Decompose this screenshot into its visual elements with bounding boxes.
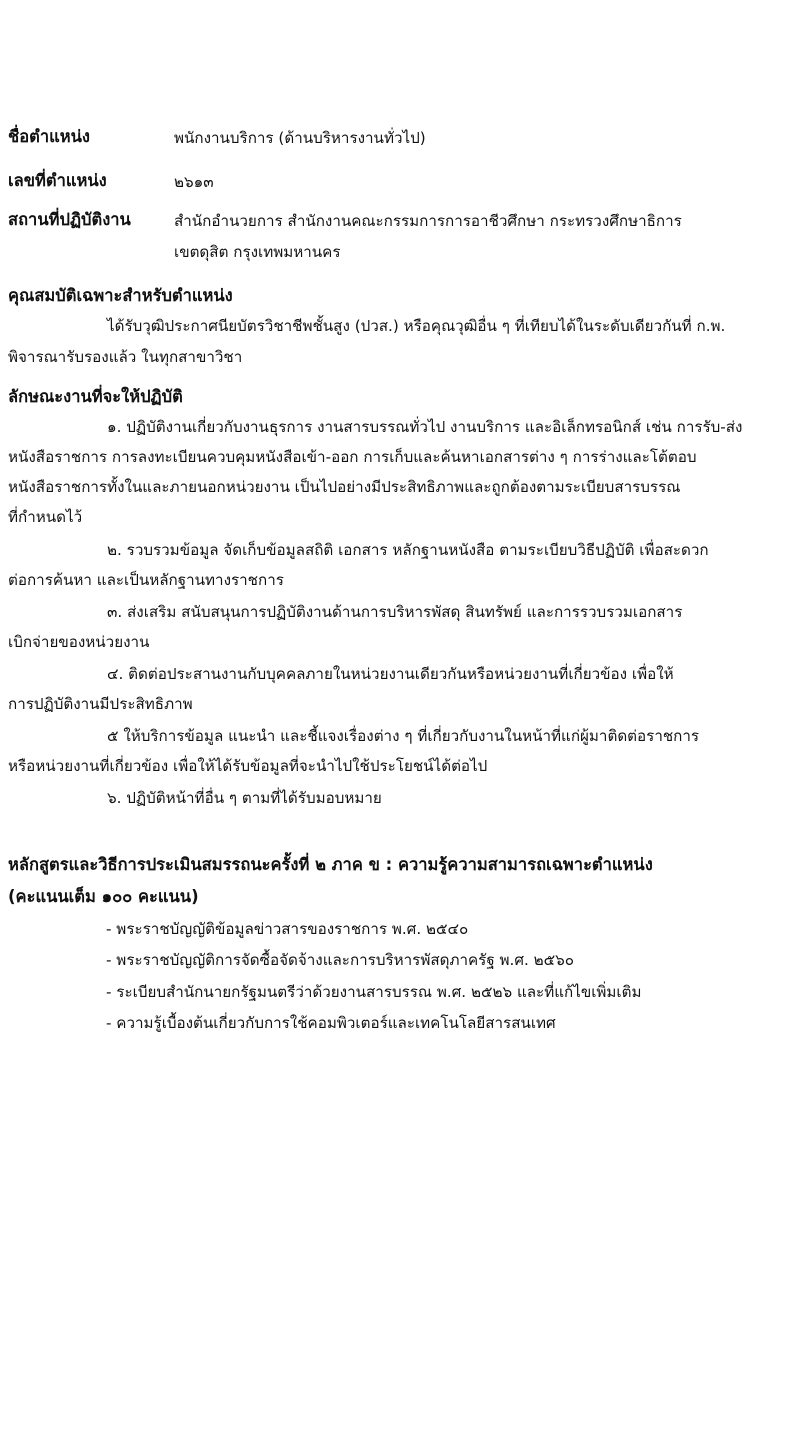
duty-item-line: การปฏิบัติงานมีประสิทธิภาพ	[8, 695, 193, 713]
assessment-heading-line-2: (คะแนนเต็ม ๑๐๐ คะแนน)	[8, 887, 199, 906]
position-number-label: เลขที่ตำแหน่ง	[8, 171, 107, 190]
position-name-label: ชื่อตำแหน่ง	[8, 127, 90, 146]
duty-item	[8, 721, 792, 781]
duty-item-line: ต่อการค้นหา และเป็นหลักฐานทางราชการ	[8, 571, 284, 589]
location-line-1: สำนักอำนวยการ สำนักงานคณะกรรมการการอาชีวศึกษา กระทรวงศึกษาธิการ	[174, 212, 682, 230]
duty-item-first-line: ๓. ส่งเสริม สนับสนุนการปฏิบัติงานด้านการบริหารพัสดุ สินทรัพย์ และการรวบรวมเอกสาร	[107, 603, 683, 621]
duty-item	[8, 783, 792, 813]
duty-item	[8, 535, 792, 595]
duties-heading: ลักษณะงานที่จะให้ปฏิบัติ	[8, 387, 183, 406]
duty-item-first-line: ๑. ปฏิบัติงานเกี่ยวกับงานธุรการ งานสารบรรณทั่วไป งานบริการ และอิเล็กทรอนิกส์ เช่น การรับ-ส่ง	[107, 418, 743, 436]
duty-item	[8, 412, 792, 532]
duty-item-line: หนังสือราชการทั้งในและภายนอกหน่วยงาน เป็นไปอย่างมีประสิทธิภาพและถูกต้องตามระเบียบสารบรรณ	[8, 478, 681, 496]
position-name-value: พนักงานบริการ (ด้านบริหารงานทั่วไป)	[174, 129, 426, 147]
duty-item	[8, 659, 792, 719]
duty-item-first-line: ๖. ปฏิบัติหน้าที่อื่น ๆ ตามที่ได้รับมอบหมาย	[107, 789, 382, 807]
assessment-item: - ระเบียบสำนักนายกรัฐมนตรีว่าด้วยงานสารบรรณ พ.ศ. ๒๕๒๖ และที่แก้ไขเพิ่มเติม	[106, 983, 642, 1001]
duty-item-first-line: ๒. รวบรวมข้อมูล จัดเก็บข้อมูลสถิติ เอกสาร หลักฐานหนังสือ ตามระเบียบวิธีปฏิบัติ เพื่อสะดวก	[107, 541, 709, 559]
location-label: สถานที่ปฏิบัติงาน	[8, 210, 131, 229]
duty-item-line: เบิกจ่ายของหน่วยงาน	[8, 633, 150, 651]
qualification-line-1: ได้รับวุฒิประกาศนียบัตรวิชาชีพชั้นสูง (ปวส.) หรือคุณวุฒิอื่น ๆ ที่เทียบได้ในระดับเดียวกันที่ ก.พ.	[107, 317, 726, 335]
assessment-item: - พระราชบัญญัติข้อมูลข่าวสารของราชการ พ.ศ. ๒๕๔๐	[106, 920, 469, 938]
location-line-2: เขตดุสิต กรุงเทพมหานคร	[174, 243, 341, 261]
qualification-heading: คุณสมบัติเฉพาะสำหรับตำแหน่ง	[8, 286, 233, 305]
duty-item-first-line: ๔. ติดต่อประสานงานกับบุคคลภายในหน่วยงานเดียวกันหรือหน่วยงานที่เกี่ยวข้อง เพื่อให้	[107, 665, 674, 683]
duty-item	[8, 597, 792, 657]
duty-item-line: ที่กำหนดไว้	[8, 508, 83, 526]
qualification-line-2: พิจารณารับรองแล้ว ในทุกสาขาวิชา	[8, 348, 243, 366]
assessment-heading-line-1: หลักสูตรและวิธีการประเมินสมรรถนะครั้งที่ ๒ ภาค ข : ความรู้ความสามารถเฉพาะตำแหน่ง	[8, 855, 653, 874]
position-number-value: ๒๖๑๓	[174, 173, 214, 191]
assessment-item: - ความรู้เบื้องต้นเกี่ยวกับการใช้คอมพิวเตอร์และเทคโนโลยีสารสนเทศ	[106, 1014, 556, 1032]
duty-item-line: หนังสือราชการ การลงทะเบียนควบคุมหนังสือเข้า-ออก การเก็บและค้นหาเอกสารต่าง ๆ การร่างและโต้ตอบ	[8, 448, 697, 466]
assessment-item: - พระราชบัญญัติการจัดซื้อจัดจ้างและการบริหารพัสดุภาครัฐ พ.ศ. ๒๕๖๐	[106, 951, 575, 969]
duty-item-line: หรือหน่วยงานที่เกี่ยวข้อง เพื่อให้ได้รับข้อมูลที่จะนำไปใช้ประโยชน์ได้ต่อไป	[8, 757, 488, 775]
duty-item-first-line: ๕ ให้บริการข้อมูล แนะนำ และชี้แจงเรื่องต่าง ๆ ที่เกี่ยวกับงานในหน้าที่แก่ผู้มาติดต่อราชการ	[107, 727, 700, 745]
